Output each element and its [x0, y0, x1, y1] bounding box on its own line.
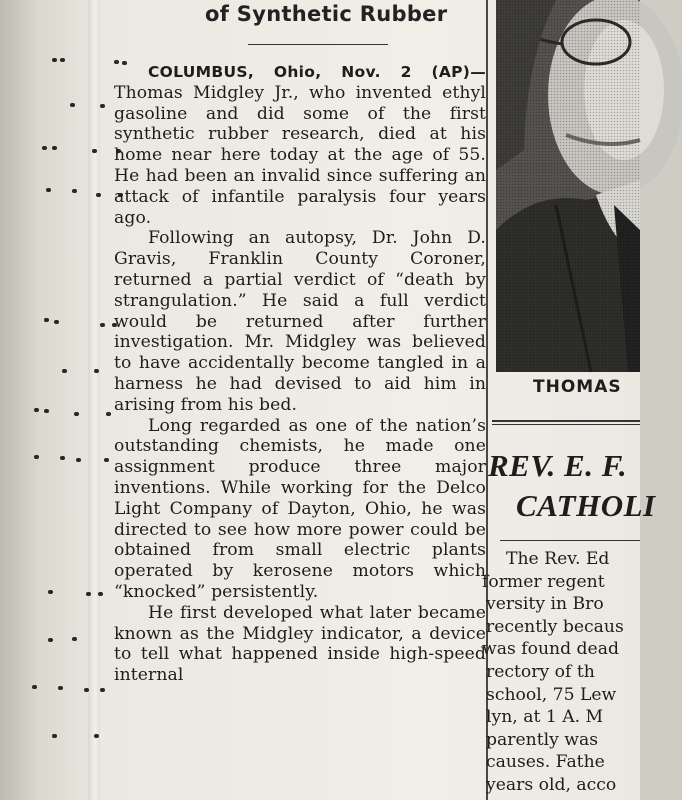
binding-margin [0, 0, 100, 800]
text-line: versity in Bro [486, 594, 604, 615]
right-article-body [482, 548, 682, 797]
article-paragraph-2: Following an autopsy, Dr. John D. Gravis, Franklin County Coroner, returned a partial verdict of “death by strangulation.” He said a full verdict would be returned after further investigation. Mr. Midgley was believed to have accidentally become tangled in a harness he had devised to aid him in arising from his bed. [114, 228, 486, 415]
left-column [110, 0, 488, 800]
article-paragraph-4: He first developed what later became known as the Midgley indicator, a device to tell what happened inside high-speed internal [114, 602, 486, 686]
text-line: rectory of th [486, 661, 595, 682]
text-line: recently becaus [486, 616, 624, 637]
headline-line-2: CATHOLI [516, 488, 656, 523]
article-paragraph-1 [114, 62, 486, 228]
text-line: lyn, at 1 A. M [486, 707, 604, 728]
portrait-photo [496, 0, 640, 372]
headline-rule [248, 44, 388, 45]
text-line: school, 75 Lew [486, 684, 617, 705]
article-headline: of Synthetic Rubber [205, 2, 448, 26]
text-line: causes. Fathe [486, 752, 605, 773]
text-line: former regent [482, 571, 605, 592]
text-line: parently was [486, 729, 599, 750]
headline-rule-right [500, 540, 640, 541]
paragraph-text: Thomas Midgley Jr., who invented ethyl gasoline and did some of the first synthetic rubber research, died at his home near here today at the age of 55. He had been an invalid since suffering an attack of infantile paralysis four years ago. [114, 82, 486, 228]
text-line: was found dead [482, 639, 619, 660]
headline-line-1: REV. E. F. [488, 448, 628, 483]
text-line: The Rev. Ed [506, 549, 610, 569]
photo-caption: THOMAS [533, 377, 622, 397]
section-rule-top [492, 420, 640, 422]
obituary-headline [488, 446, 656, 526]
article-paragraph-3: Long regarded as one of the nation’s outstanding chemists, he made one assignment produce three major inventions. While working for the Delco Light Company of Dayton, Ohio, he was directed to see how more power could be obtained from small electric plants operated by kerosene motors which “knocked” persistently. [114, 415, 486, 602]
text-line: years old, acco [486, 774, 617, 795]
section-rule-bottom [492, 424, 640, 425]
article-body [114, 62, 486, 686]
dateline: COLUMBUS, Ohio, Nov. 2 (AP)— [148, 63, 486, 81]
